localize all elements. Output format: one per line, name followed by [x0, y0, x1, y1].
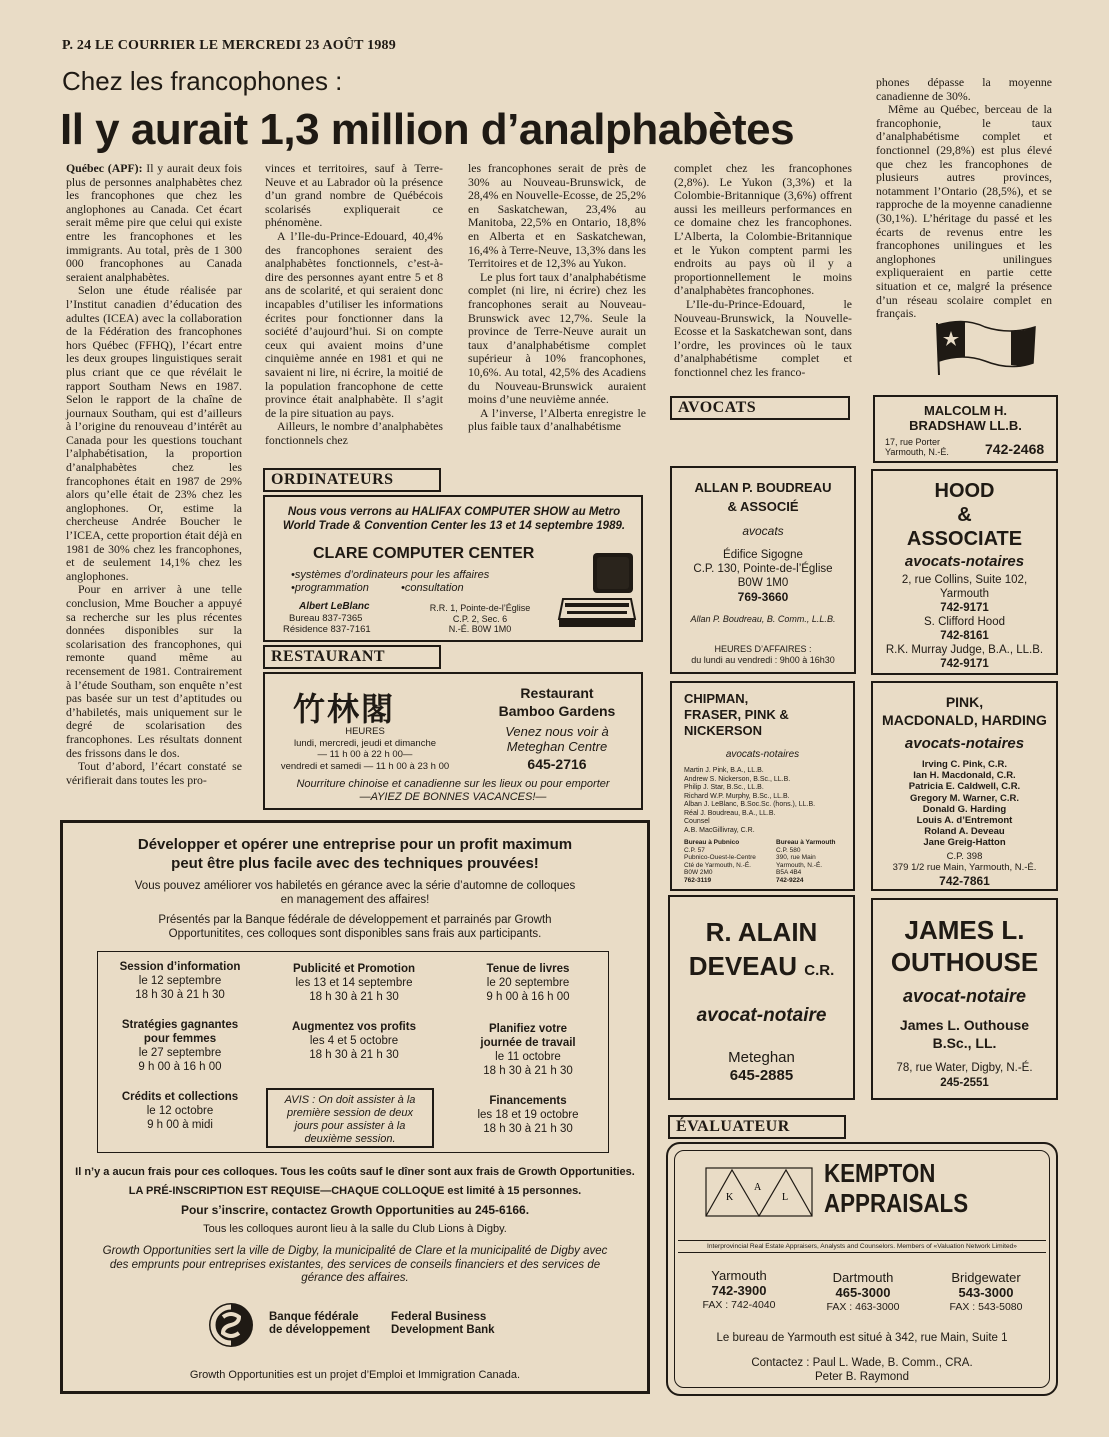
restaurant-hours: [265, 726, 465, 772]
lawyer-title: C.R.: [804, 962, 835, 979]
kempton-office-fax: FAX : 543-5080: [949, 1301, 1023, 1313]
bank-name-fr: [269, 1311, 370, 1337]
restaurant-tagline: [271, 778, 635, 804]
lawyer-name-line: DEVEAU: [688, 951, 798, 981]
lawyer-role: avocat-notaire: [902, 986, 1027, 1006]
lawyer-office-line: C.P. 57: [684, 846, 705, 854]
fbdb-session-date: les 18 et 19 octobre: [477, 1109, 579, 1121]
fbdb-session-title: Publicité et Promotion: [292, 963, 416, 975]
restaurant-tagline-line: Nourriture chinoise et canadienne sur les lieux ou pour emporter: [296, 778, 610, 790]
kempton-contact: [668, 1356, 1056, 1384]
article-paragraph: A l’inverse, l’Alberta enregistre le plus faible taux d’analhabétisme: [468, 405, 646, 434]
kempton-contact-line: Contactez : Paul L. Wade, B. Comm., CRA.: [751, 1357, 973, 1369]
bank-name-line: Development Bank: [391, 1324, 495, 1336]
kempton-tagline: Interprovincial Real Estate Appraisers, Analysts and Counselors. Members of «Valuation Network Limited»: [678, 1240, 1046, 1253]
lawyer-person: Roland A. Deveau: [924, 826, 1005, 838]
computer-ad-name: CLARE COMPUTER CENTER: [313, 545, 535, 562]
lawyer-phone: 742-8161: [940, 630, 989, 642]
kempton-office: [930, 1270, 1042, 1315]
lawyer-person: R.K. Murray Judge, B.A., LL.B.: [885, 644, 1044, 656]
restaurant-visit-line: Venez nous voir à: [505, 724, 609, 739]
lawyer-person: Patricia E. Caldwell, C.R.: [908, 781, 1021, 793]
computer-ad-phone: Bureau 837-7365: [289, 613, 363, 624]
restaurant-hours-title: HEURES: [345, 726, 385, 737]
fbdb-session: [450, 1022, 606, 1078]
fbdb-sessions-grid: [97, 951, 609, 1153]
fbdb-avis-box: AVIS : On doit assister à la première session de deux jours pour assister à la deuxième session.: [266, 1088, 434, 1148]
article-column-5: [876, 76, 1052, 321]
lawyer-office-line: B5A 4B4: [776, 869, 802, 877]
article-column-4: [674, 162, 852, 380]
lawyer-name: [672, 478, 854, 516]
fbdb-session-time: 9 h 00 à midi: [147, 1119, 213, 1131]
lawyer-office-line: C.P. 580: [776, 846, 801, 854]
restaurant-name-line: Restaurant: [520, 685, 594, 701]
section-header-avocats: AVOCATS: [670, 396, 850, 420]
lawyer-role: avocats-notaires: [904, 735, 1025, 752]
kempton-logo-letter: K: [726, 1192, 734, 1203]
lawyer-address-line: Yarmouth, N.-É.: [885, 447, 949, 457]
section-header-restaurant: RESTAURANT: [263, 645, 441, 669]
computer-ad-line: •programmation: [291, 582, 369, 594]
kempton-name: [824, 1158, 968, 1218]
fbdb-session: [264, 962, 444, 1004]
kempton-office-phone: 543-3000: [958, 1285, 1014, 1300]
computer-ad-address-line: N.-É. B0W 1M0: [448, 624, 512, 634]
computer-ad-phone: Résidence 837-7161: [283, 624, 371, 635]
article-paragraph: vinces et territoires, sauf à Terre-Neuve et au Labrador où la présence d’un grand nombre de Québécois scolarisés expliquerait ce phénomène.: [265, 161, 443, 230]
lawyer-person: Counsel: [684, 818, 710, 825]
fbdb-session-title: Session d’information: [119, 961, 241, 973]
lawyer-person: Martin J. Pink, B.A., LL.B.: [684, 767, 764, 774]
lawyer-name-line: FRASER, PINK &: [684, 707, 789, 722]
fbdb-session-date: les 4 et 5 octobre: [309, 1035, 399, 1047]
lawyer-people-list: [873, 759, 1056, 849]
lawyer-address-line: C.P. 398: [946, 851, 983, 862]
kempton-name-line: APPRAISALS: [824, 1188, 969, 1218]
computer-ad-address-line: C.P. 2, Sec. 6: [452, 613, 508, 624]
lawyer-person: Andrew S. Nickerson, B.Sc., LL.B.: [684, 775, 791, 783]
fbdb-ad-title-line: Développer et opérer une entreprise pour un profit maximum: [137, 836, 573, 853]
kempton-office-fax: FAX : 463-3000: [826, 1301, 900, 1313]
lawyer-contacts: [873, 601, 1056, 671]
section-header-evaluateur: ÉVALUATEUR: [668, 1115, 846, 1139]
kempton-logo-letter: A: [754, 1182, 762, 1193]
kempton-office-address: Le bureau de Yarmouth est situé à 342, rue Main, Suite 1: [716, 1332, 1008, 1344]
lawyer-address: 78, rue Water, Digby, N.-É.: [896, 1062, 1033, 1074]
kempton-office: [808, 1270, 918, 1315]
lawyer-office-yarmouth: [776, 839, 852, 885]
fbdb-session: [102, 1018, 258, 1074]
lawyer-phone: 742-2468: [985, 441, 1045, 457]
lawyer-person: Ian H. Macdonald, C.R.: [913, 770, 1016, 782]
lawyer-office-line: B0W 2M0: [684, 869, 713, 877]
fbdb-session: [102, 1090, 258, 1132]
lawyer-role: avocats-notaires: [904, 553, 1025, 570]
restaurant-name-line: Bamboo Gardens: [498, 703, 616, 719]
lawyer-office-title: Bureau à Pubnico: [684, 839, 740, 846]
fbdb-session-date: le 12 octobre: [146, 1105, 214, 1117]
lawyer-address-line: Édifice Sigogne: [723, 549, 803, 561]
lawyer-card-outhouse: [871, 898, 1058, 1100]
fbdb-note: LA PRÉ-INSCRIPTION EST REQUISE—CHAQUE COLLOQUE est limité à 15 personnes.: [128, 1185, 582, 1197]
fbdb-session-title: Financements: [489, 1095, 567, 1107]
lawyer-role: avocats: [742, 524, 784, 538]
fbdb-session-title: pour femmes: [143, 1033, 217, 1045]
section-header-ordinateurs: ORDINATEURS: [263, 468, 441, 492]
restaurant-phone: 645-2716: [527, 756, 587, 772]
fbdb-ad-title: [63, 835, 647, 873]
lawyer-name-line: MACDONALD, HARDING: [882, 712, 1047, 728]
restaurant-visit: [477, 724, 637, 754]
article-paragraph: L’Ile-du-Prince-Edouard, le Nouveau-Brunswick, la Nouvelle-Ecosse et la Saskatchewan sont, dans l’ordre, les provinces où le taux d’analphabétisme complet et fonctionnel chez les franco-: [674, 296, 852, 379]
lawyer-address: [873, 851, 1056, 873]
bank-name-en: [391, 1311, 495, 1337]
kempton-name-line: KEMPTON: [824, 1158, 936, 1188]
lawyer-person: Donald G. Harding: [922, 803, 1007, 815]
fbdb-session-time: 9 h 00 à 16 h 00: [138, 1061, 222, 1073]
lawyer-phone: 742-7861: [939, 874, 990, 888]
article-dateline: Québec (APF):: [66, 161, 143, 175]
lawyer-address-line: B0W 1M0: [737, 577, 789, 589]
lawyer-hours-line: du lundi au vendredi : 9h00 à 16h30: [691, 655, 835, 665]
lawyer-name-line: ALLAN P. BOUDREAU: [694, 480, 832, 495]
lawyer-card-pink: [871, 681, 1058, 891]
article-kicker: Chez les francophones :: [62, 66, 343, 96]
kempton-office: [684, 1268, 794, 1313]
lawyer-address-line: Yarmouth: [939, 588, 989, 600]
article-column-1: [66, 162, 242, 787]
fbdb-session-title: journée de travail: [480, 1037, 576, 1049]
lawyer-person: Richard W.P. Murphy, B.Sc., LL.B.: [684, 792, 790, 800]
fbdb-ad-presented-line: Opportunitites, ces colloques sont disponibles sans frais aux participants.: [168, 928, 542, 940]
lawyer-name-line: PINK,: [945, 694, 984, 710]
lawyer-people-list: [684, 767, 849, 835]
lawyer-phone: 742-9171: [940, 602, 989, 614]
computer-ad-line: •consultation: [401, 582, 464, 594]
lawyer-name-line: ASSOCIATE: [906, 528, 1023, 550]
lawyer-address: [672, 548, 854, 590]
fbdb-session: [264, 1020, 444, 1062]
bank-name-line: Federal Business: [391, 1311, 487, 1323]
lawyer-office-line: Cté de Yarmouth, N.-É.: [684, 861, 751, 869]
restaurant-hours-line: lundi, mercredi, jeudi et dimanche: [293, 737, 437, 749]
article-paragraph: Ailleurs, le nombre d’analphabètes fonctionnels chez: [265, 419, 443, 447]
restaurant-name: [477, 684, 637, 720]
fbdb-note: Tous les colloques auront lieu à la salle du Club Lions à Digby.: [203, 1223, 507, 1235]
fbdb-ad-presented-line: Présentés par la Banque fédérale de développement et parrainés par Growth: [158, 914, 552, 926]
fbdb-session-title: Tenue de livres: [486, 963, 570, 975]
lawyer-address-line: 17, rue Porter: [885, 437, 941, 447]
computer-ad-contact: Albert LeBlanc: [299, 601, 370, 612]
article-column-2: [265, 162, 443, 447]
fbdb-session-time: 18 h 30 à 21 h 30: [483, 1123, 573, 1135]
lawyer-card-bradshaw: [873, 395, 1058, 463]
lawyer-phone: 769-3660: [737, 590, 789, 604]
fbdb-session-title: Planifiez votre: [489, 1023, 567, 1035]
lawyer-city: Meteghan: [728, 1049, 795, 1066]
lawyer-card-chipman: [670, 681, 855, 891]
kempton-office-phone: 465-3000: [835, 1285, 891, 1300]
lawyer-phone: 742-9171: [940, 658, 989, 670]
fbdb-session-time: 18 h 30 à 21 h 30: [135, 989, 225, 1001]
lawyer-address-line: C.P. 130, Pointe-de-l’Église: [693, 563, 833, 575]
lawyer-name-line: OUTHOUSE: [890, 947, 1039, 977]
lawyer-person: Réal J. Boudreau, B.A., LL.B.: [684, 809, 776, 817]
fbdb-ad-subtitle-line: en management des affaires!: [280, 894, 430, 906]
fbdb-session-time: 18 h 30 à 21 h 30: [309, 1049, 399, 1061]
lawyer-name: [873, 479, 1056, 551]
restaurant-hours-line: vendredi et samedi — 11 h 00 à 23 h 00: [280, 760, 450, 772]
fbdb-note: Pour s’inscrire, contactez Growth Opportunities au 245-6166.: [180, 1203, 530, 1217]
computer-ad: [263, 495, 643, 642]
bank-name-line: de développement: [269, 1324, 370, 1336]
article-paragraph: Même au Québec, berceau de la francophonie, le taux d’analphabétisme complet et fonctionnel (29,8%) est plus élevé que chez les francophones de plusieurs autres provinces, notamment l’Ontario (28,5%), et se rapproche de la moyenne canadienne (30,1%). L’héritage du passé et les écarts de revenus entre les francophones unilingues et les anglophones unilingues expliqueraient en partie cette situation et ce, malgré la présence d’un réseau scolaire complet en français.: [876, 102, 1052, 321]
lawyer-person: Alban J. LeBlanc, B.Soc.Sc. (hons.), LL.B.: [684, 801, 816, 808]
lawyer-role: avocats-notaires: [725, 749, 800, 760]
lawyer-phone: 645-2885: [729, 1067, 794, 1084]
restaurant-hours-line: — 11 h 00 à 22 h 00—: [317, 749, 413, 760]
kempton-office-city: Yarmouth: [711, 1268, 767, 1283]
lawyer-card-hood: [871, 469, 1058, 675]
kempton-contact-line: Peter B. Raymond: [815, 1371, 909, 1383]
fbdb-session: [102, 960, 258, 1002]
computer-ad-line: •systèmes d’ordinateurs pour les affaires: [291, 569, 490, 581]
lawyer-person: Philip J. Star, B.Sc., LL.B.: [684, 784, 764, 791]
article-headline: Il y aurait 1,3 million d’analphabètes: [60, 105, 795, 154]
fbdb-session: [450, 962, 606, 1004]
lawyer-name-line: & ASSOCIÉ: [727, 499, 799, 514]
lawyer-person: Gregory M. Warner, C.R.: [910, 792, 1019, 804]
fbdb-footer-notes: [63, 1163, 647, 1239]
article-paragraph: les francophones serait de près de 30% au Nouveau-Brunswick, de 28,4% en Nouvelle-Ecosse, de 25,2% en Saskatchewan, 23,4% au Manitoba, 22,5% en Ontario, 18,8% en Alberta et en Saskatchewan, 16,4% à Terre-Neuve, 13,3% dans les Territoires et de 12,3% au Yukon.: [468, 161, 646, 271]
lawyer-name-line: JAMES L.: [904, 915, 1025, 945]
fbdb-session-date: les 13 et 14 septembre: [295, 977, 413, 989]
fbdb-ad: [60, 820, 650, 1394]
lawyer-name-line: HOOD: [934, 480, 995, 502]
lawyer-address: [873, 573, 1056, 601]
computer-ad-address-line: R.R. 1, Pointe-de-l’Église: [429, 603, 531, 613]
fbdb-session: [450, 1094, 606, 1136]
lawyer-office-line: 390, rue Main: [776, 854, 816, 862]
computer-ad-address: [415, 603, 545, 635]
lawyer-person: Irving C. Pink, C.R.: [922, 759, 1007, 770]
lawyer-hours-line: HEURES D’AFFAIRES :: [714, 644, 812, 654]
lawyer-role: avocat-notaire: [696, 1005, 827, 1026]
lawyer-person: Allan P. Boudreau, B. Comm., L.L.B.: [690, 614, 836, 624]
lawyer-person-line: James L. Outhouse: [899, 1017, 1030, 1033]
fbdb-session-date: le 11 octobre: [495, 1051, 561, 1063]
lawyer-person: A.B. MacGillivray, C.R.: [684, 826, 755, 834]
restaurant-visit-line: Meteghan Centre: [506, 739, 608, 754]
article-paragraph: Le plus fort taux d’analphabétisme complet (ni lire, ni écrire) chez les francophones serait au Nouveau-Brunswick avec 12,7%. Seule la province de Terre-Neuve aurait un taux d’analphabétisme complet supérieur à 10% francophones, 10,6%. Au total, 42,5% des Acadiens du Nouveau-Brunswick auraient moins d’une neuvième année.: [468, 269, 646, 407]
article-paragraph: Tout d’abord, l’écart constaté se vérifierait dans toutes les pro-: [66, 759, 242, 787]
fbdb-session-title: Augmentez vos profits: [292, 1021, 416, 1033]
lawyer-name-line: NICKERSON: [684, 723, 763, 738]
lawyer-card-boudreau: [670, 466, 856, 674]
lawyer-name-line: &: [957, 504, 972, 526]
lawyer-office-line: 742-9224: [776, 876, 804, 884]
fbdb-session-time: 18 h 30 à 21 h 30: [309, 991, 399, 1003]
lawyer-office-pubnico: [684, 839, 764, 885]
lawyer-address-line: 2, rue Collins, Suite 102,: [901, 574, 1028, 586]
computer-ad-intro: Nous vous verrons au HALIFAX COMPUTER SHOW au Metro World Trade & Convention Center les 13 et 14 septembre 1989.: [282, 506, 626, 532]
kempton-logo: [704, 1166, 814, 1218]
lawyer-office-title: Bureau à Yarmouth: [776, 839, 836, 846]
bank-name-line: Banque fédérale: [269, 1311, 359, 1323]
article-paragraph: Pour en arriver à une telle conclusion, Mme Boucher a appuyé sa recherche sur les plus récentes données disponibles sur la scolarisation des francophones, qui remonte quand même au recensement de 1981. Contrairement à l’étude Southam, son enquête n’est pas basée sur un test d’aptitudes ou d’habiletés, mais uniquement sur le degré de scolarisation des francophones. Les résultats donnent des frissons dans le dos.: [66, 582, 242, 760]
lawyer-name: [670, 915, 853, 988]
restaurant-tagline-line: —AYIEZ DE BONNES VACANCES!—: [359, 791, 547, 803]
article-paragraph: Selon une étude réalisée par l’Institut canadien d’éducation des adultes (ICEA) avec la collaboration de la Fédération des francophones hors Québec (FFHQ), l’écart entre les deux groupes linguistiques serait plus criant que ce que révélait le rapport Southam News en 1987. Selon le rapport de la chaîne de journaux Southam, qui est d’ailleurs à l’origine du renouveau d’intérêt au Canada pour les questions touchant l’alphabétisation, la proportion d’analphabètes chez les francophones était en 1987 de 29% alors qu’elle était de 23% chez les anglophones. Or, estime la chercheuse Andrée Boucher le l’ICEA, cette proportion était déjà en 1981 de 30% chez les francophones, et de seulement 14,1% chez les anglophones.: [66, 283, 242, 583]
fbdb-ad-subtitle-line: Vous pouvez améliorer vos habiletés en gérance avec la série d’automne de colloques: [134, 880, 576, 892]
lawyer-person: [873, 1016, 1056, 1052]
fbdb-session-date: le 12 septembre: [138, 975, 222, 987]
article-paragraph: Il y aurait deux fois plus de personnes analphabètes chez les francophones que chez les anglophones au Canada. Cet écart serait même pire que celui qui existe entre les francophones et les immigrants. Au total, près de 1 300 000 francophones au Canada seraient analphabètes.: [66, 161, 243, 284]
fbdb-note: Il n’y a aucun frais pour ces colloques. Tous les coûts sauf le dîner sont aux frais de Growth Opportunities.: [75, 1166, 635, 1178]
fbdb-ad-subtitle: [63, 879, 647, 907]
lawyer-name: [684, 691, 789, 739]
fbdb-session-title: Crédits et collections: [121, 1091, 239, 1103]
lawyer-person: Jane Greig-Hatton: [923, 837, 1006, 849]
kempton-office-city: Dartmouth: [832, 1270, 894, 1285]
restaurant-chinese-name: 竹林閣: [293, 691, 396, 727]
article-paragraph: phones dépasse la moyenne canadienne de 30%.: [876, 75, 1052, 103]
fbdb-session-time: 18 h 30 à 21 h 30: [483, 1065, 573, 1077]
article-paragraph: complet chez les francophones (2,8%). Le Yukon (3,3%) et la Colombie-Britannique (3,6%) offrent aussi les meilleurs performances en ce domaine chez les francophones. L’Alberta, la Colombie-Britannique et le Yukon comptent parmi les endroits au pays où il y a proportionnellement le moins d’analphabètes francophones.: [674, 161, 852, 298]
lawyer-address-line: 379 1/2 rue Main, Yarmouth, N.-É.: [892, 862, 1037, 873]
computer-icon: [557, 547, 637, 637]
fbdb-ad-presented: [63, 913, 647, 941]
lawyer-person: Louis A. d’Entremont: [916, 815, 1013, 827]
fbdb-growth-description: Growth Opportunities sert la ville de Digby, la municipalité de Clare et la municipalité de Digby avec des emprunts pour entreprises existantes, des services de conseils financiers et des services de gérance des affaires.: [102, 1245, 608, 1284]
fbdb-session-title: Stratégies gagnantes: [121, 1019, 239, 1031]
lawyer-office-line: Pubnico-Ouest-le-Centre: [684, 854, 756, 862]
lawyer-name-line: MALCOLM H.: [923, 403, 1008, 418]
restaurant-ad: [263, 672, 643, 810]
page-header: P. 24 LE COURRIER LE MERCREDI 23 AOÛT 1989: [62, 38, 396, 53]
lawyer-name-line: CHIPMAN,: [684, 691, 749, 706]
lawyer-phone: 245-2551: [940, 1077, 989, 1089]
lawyer-name-line: BRADSHAW LL.B.: [909, 418, 1022, 433]
fbdb-session-time: 9 h 00 à 16 h 00: [486, 991, 570, 1003]
lawyer-hours: [672, 644, 854, 666]
lawyer-name: [875, 403, 1056, 433]
fbdb-session-date: le 27 septembre: [138, 1047, 222, 1059]
lawyer-person: S. Clifford Hood: [924, 616, 1005, 628]
lawyer-person-line: B.Sc., LL.: [932, 1035, 997, 1051]
lawyer-name: [873, 693, 1056, 729]
fbdb-footer: Growth Opportunities est un projet d’Emploi et Immigration Canada.: [189, 1369, 521, 1381]
bank-logo-icon: [207, 1301, 255, 1349]
article-column-3: [468, 162, 646, 434]
fbdb-session-date: le 20 septembre: [486, 977, 570, 989]
kempton-office-phone: 742-3900: [711, 1283, 767, 1298]
lawyer-name: [873, 914, 1056, 978]
lawyer-name-line: R. ALAIN: [705, 917, 818, 947]
lawyer-office-line: Yarmouth, N.-É.: [776, 861, 823, 869]
article-paragraph: A l’Ile-du-Prince-Edouard, 40,4% des francophones seraient des analphabètes fonctionnels, c’est-à-dire des personnes ayant entre 5 et 8 ans de scolarité, et qui seraient donc incapables d’utiliser les informations écrites pour fonctionner dans la société d’aujourd’hui. Si on compte ceux qui avaient moins d’une cinquième année en 1981 et qui ne savaient ni lire, ni écrire, la moitié de la population francophone de cette province était analphabète. Il s’agit de la pire situation au pays.: [265, 228, 443, 420]
lawyer-card-deveau: [668, 895, 855, 1100]
flag-icon: [925, 315, 1040, 375]
kempton-logo-letter: L: [782, 1192, 789, 1203]
kempton-office-city: Bridgewater: [951, 1270, 1021, 1285]
kempton-ad: [666, 1142, 1058, 1396]
lawyer-address: [885, 437, 949, 457]
fbdb-ad-title-line: peut être plus facile avec des techniques prouvées!: [171, 855, 539, 872]
kempton-office-fax: FAX : 742-4040: [702, 1299, 776, 1311]
lawyer-office-line: 762-3119: [684, 876, 712, 884]
